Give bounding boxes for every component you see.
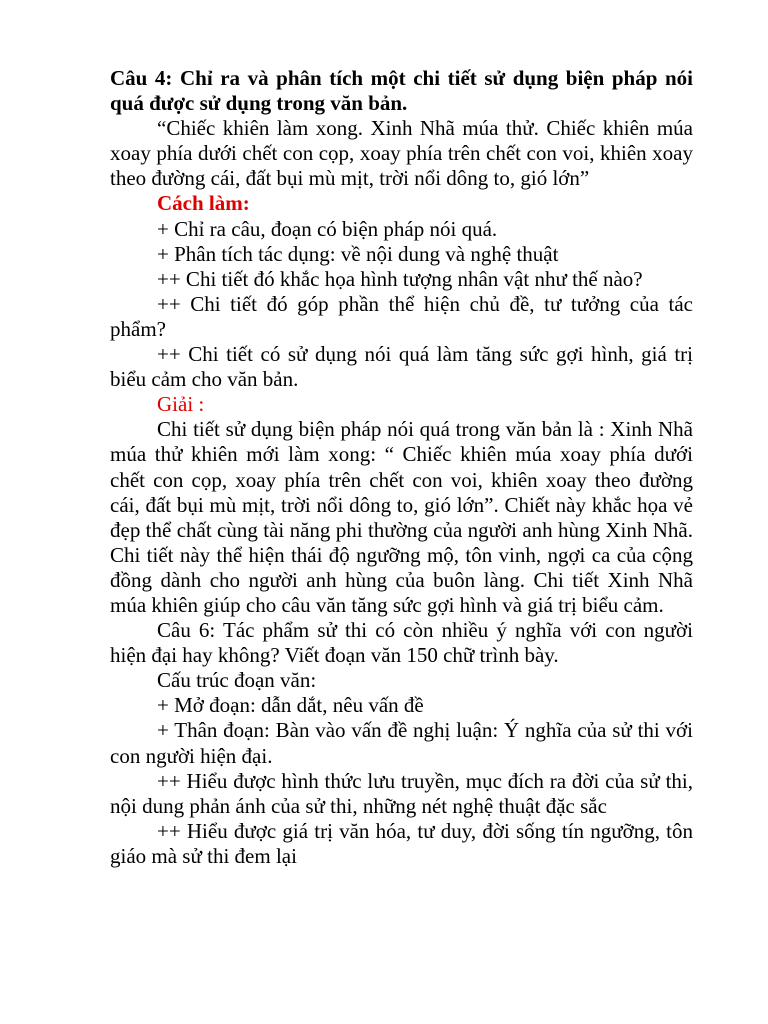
method-step: ++ Chi tiết đó khắc họa hình tượng nhân vật như thế nào? [157, 266, 643, 291]
structure-item: ++ Hiểu được hình thức lưu truyền, mục đích ra đời của sử thi, nội dung phản ánh của sử thi, những nét nghệ thuật đặc sắc [110, 768, 693, 818]
method-heading: Cách làm: [157, 191, 250, 216]
structure-item: ++ Hiểu được giá trị văn hóa, tư duy, đời sống tín ngưỡng, tôn giáo mà sử thi đem lại [110, 818, 693, 868]
answer-heading: Giải : [157, 392, 205, 417]
structure-heading: Cấu trúc đoạn văn: [157, 668, 317, 693]
question-4-title: Câu 4: Chỉ ra và phân tích một chi tiết sử dụng biện pháp nói quá được sử dụng trong văn bản. [110, 66, 693, 116]
structure-item: + Mở đoạn: dẫn dắt, nêu vấn đề [157, 693, 424, 718]
question-6-title: Câu 6: Tác phẩm sử thi có còn nhiều ý nghĩa với con người hiện đại hay không? Viết đoạn văn 150 chữ trình bày. [110, 618, 693, 668]
quote-paragraph: “Chiếc khiên làm xong. Xinh Nhã múa thử. Chiếc khiên múa xoay phía dưới chết con cọp, xoay phía trên chết con voi, khiên xoay theo đường cái, đất bụi mù mịt, trời nổi dông to, gió lớn” [110, 116, 693, 191]
method-step: ++ Chi tiết đó góp phần thể hiện chủ đề, tư tưởng của tác phẩm? [110, 291, 693, 341]
answer-paragraph: Chi tiết sử dụng biện pháp nói quá trong văn bản là : Xinh Nhã múa thử khiên mới làm xong: “ Chiếc khiên múa xoay phía dưới chết con cọp, xoay phía trên chết con voi, khiên xoay theo đường cái, đất bụi mù mịt, trời nổi dông to, gió lớn”. Chiết này khắc họa vẻ đẹp thể chất cùng tài năng phi thường của người anh hùng Xinh Nhã. Chi tiết này thể hiện thái độ ngưỡng mộ, tôn vinh, ngợi ca của cộng đồng dành cho người anh hùng của buôn làng. Chi tiết Xinh Nhã múa khiên giúp cho câu văn tăng sức gợi hình và giá trị biểu cảm. [110, 417, 693, 617]
method-step: + Chỉ ra câu, đoạn có biện pháp nói quá. [157, 216, 498, 241]
structure-item: + Thân đoạn: Bàn vào vấn đề nghị luận: Ý nghĩa của sử thi với con người hiện đại. [110, 718, 693, 768]
method-step: ++ Chi tiết có sử dụng nói quá làm tăng sức gợi hình, giá trị biểu cảm cho văn bản. [110, 342, 693, 392]
document-page [110, 66, 693, 869]
method-step: + Phân tích tác dụng: về nội dung và nghệ thuật [157, 241, 559, 266]
